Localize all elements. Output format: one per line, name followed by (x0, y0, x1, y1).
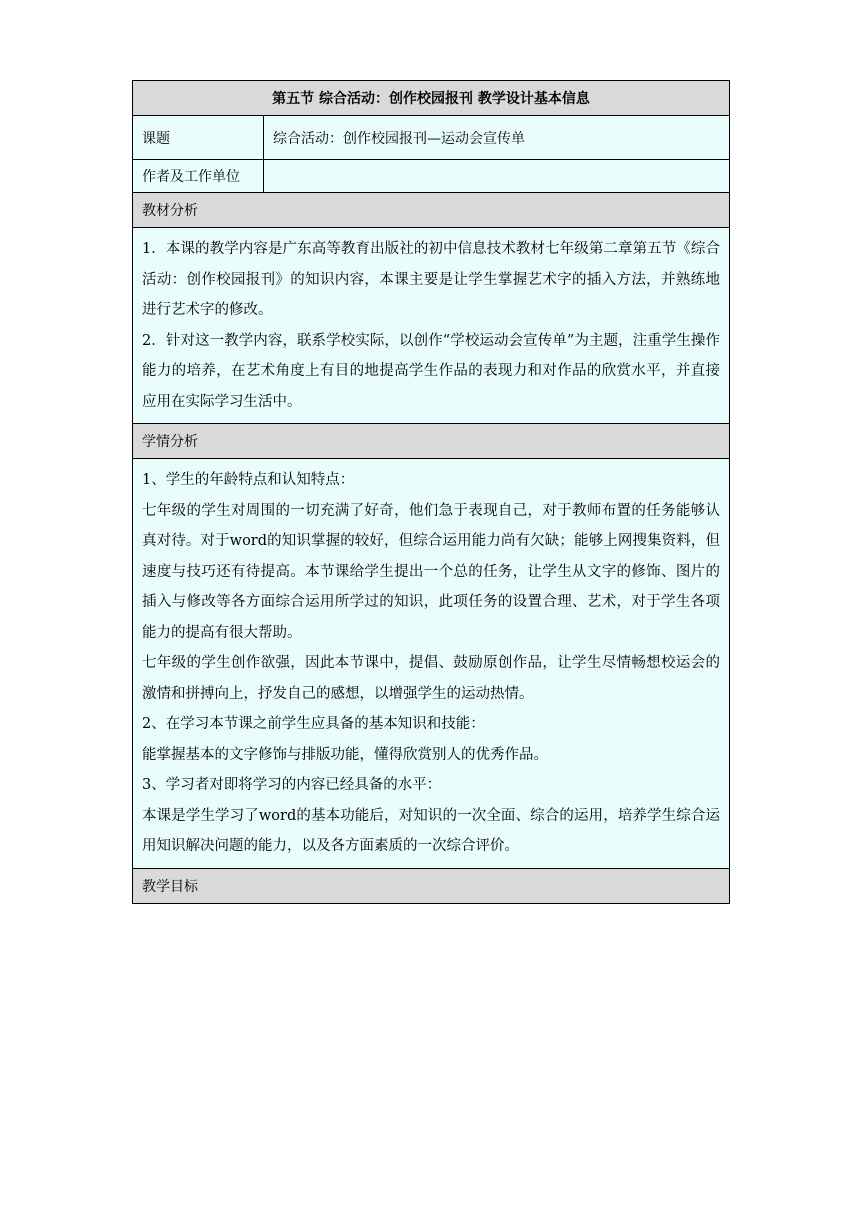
topic-value: 综合活动：创作校园报刊—运动会宣传单 (264, 116, 730, 160)
paragraph: 1、学生的年龄特点和认知特点： (142, 472, 355, 488)
section-heading-teaching-goals: 教学目标 (133, 868, 730, 903)
section-heading-textbook-analysis: 教材分析 (133, 193, 730, 228)
section-body-learner-analysis (133, 459, 730, 869)
paragraph: 2、在学习本节课之前学生应具备的基本知识和技能： (142, 716, 485, 732)
topic-label: 课题 (133, 116, 264, 160)
paragraph: 2．针对这一教学内容，联系学校实际，以创作“学校运动会宣传单”为主题，注重学生操作能力的培养，在艺术角度上有目的地提高学生作品的表现力和对作品的欣赏水平，并直接应用在实际学习生活中。 (142, 332, 720, 410)
paragraph: 本课是学生学习了word的基本功能后，对知识的一次全面、综合的运用，培养学生综合运用知识解决问题的能力，以及各方面素质的一次综合评价。 (142, 807, 720, 854)
paragraph: 七年级的学生创作欲强，因此本节课中，提倡、鼓励原创作品，让学生尽情畅想校运会的激情和拼搏向上，抒发自己的感想，以增强学生的运动热情。 (142, 655, 720, 702)
lesson-info-table (132, 80, 730, 904)
author-value (264, 160, 730, 193)
section-heading-learner-analysis: 学情分析 (133, 424, 730, 459)
section-body-textbook-analysis (133, 228, 730, 424)
table-title: 第五节 综合活动：创作校园报刊 教学设计基本信息 (133, 81, 730, 116)
paragraph: 能掌握基本的文字修饰与排版功能，懂得欣赏别人的优秀作品。 (142, 746, 548, 763)
author-label: 作者及工作单位 (133, 160, 264, 193)
paragraph: 3、学习者对即将学习的内容已经具备的水平： (142, 777, 442, 793)
paragraph: 1．本课的教学内容是广东高等教育出版社的初中信息技术教材七年级第二章第五节《综合活动：创作校园报刊》的知识内容，本课主要是让学生掌握艺术字的插入方法，并熟练地进行艺术字的修改。 (142, 241, 720, 318)
paragraph: 七年级的学生对周围的一切充满了好奇，他们急于表现自己，对于教师布置的任务能够认真对待。对于word的知识掌握的较好，但综合运用能力尚有欠缺；能够上网搜集资料，但速度与技巧还有待提高。本节课给学生提出一个总的任务，让学生从文字的修饰、图片的插入与修改等各方面综合运用所学过的知识，此项任务的设置合理、艺术，对于学生各项能力的提高有很大帮助。 (142, 502, 720, 641)
